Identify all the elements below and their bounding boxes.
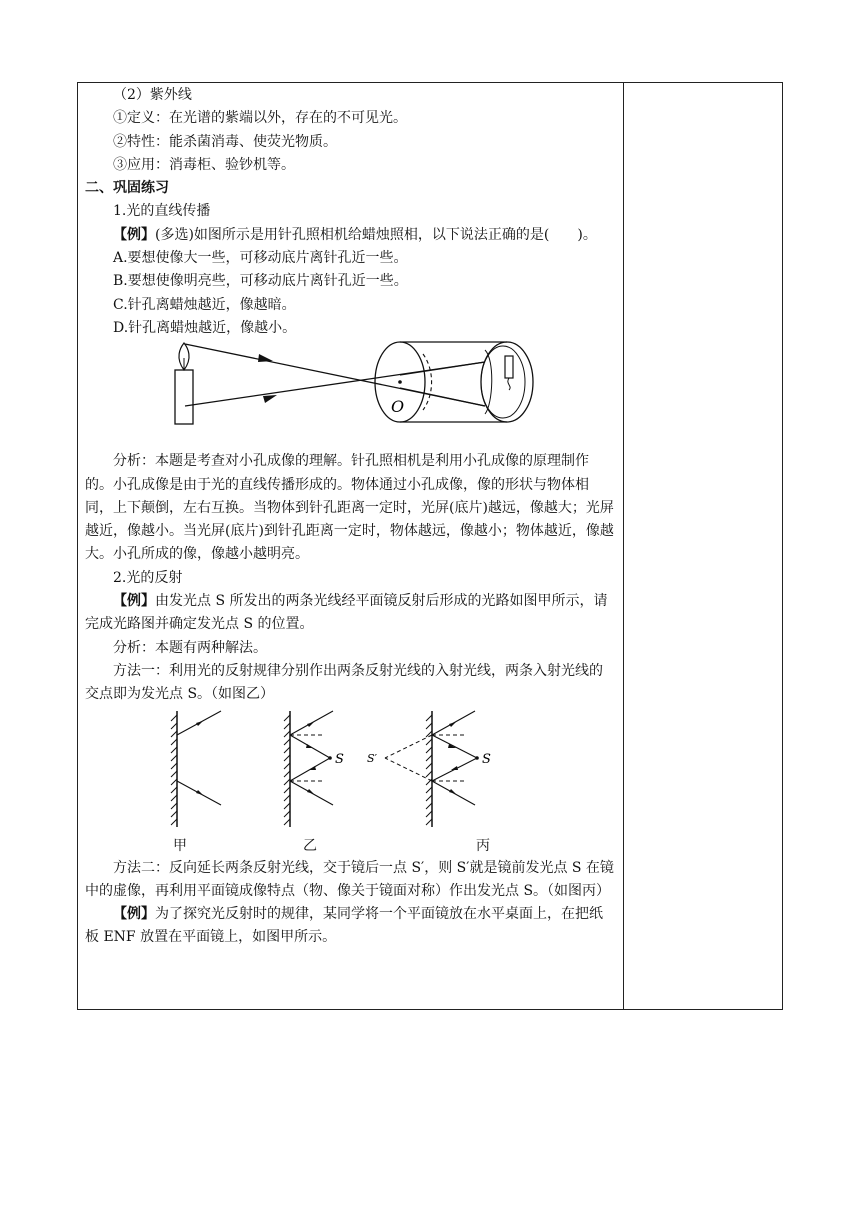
caption-bing: 丙 <box>476 837 490 854</box>
pinhole-label: O <box>391 397 405 417</box>
subsection-reflection: 2.光的反射 <box>113 569 183 586</box>
option-c: C.针孔离蜡烛越近，像越暗。 <box>113 296 296 313</box>
option-a: A.要想使像大一些，可移动底片离针孔近一些。 <box>113 250 408 267</box>
uv-trait: ②特性：能杀菌消毒、使荧光物质。 <box>113 133 337 150</box>
option-b: B.要想使像明亮些，可移动底片离针孔近一些。 <box>113 273 408 290</box>
point-s-label-2: S <box>482 751 491 767</box>
example-1 <box>85 224 615 247</box>
uv-definition: ①定义：在光谱的紫端以外，存在的不可见光。 <box>113 110 407 127</box>
caption-jia: 甲 <box>173 837 187 854</box>
point-s-prime-label: S′ <box>367 751 378 765</box>
example-1-text: (多选)如图所示是用针孔照相机给蜡烛照相，以下说法正确的是( )。 <box>155 226 597 243</box>
section-title: 二、巩固练习 <box>85 180 169 197</box>
uv-heading: （2）紫外线 <box>113 87 192 103</box>
example-3 <box>85 903 615 950</box>
option-d: D.针孔离蜡烛越近，像越小。 <box>113 319 297 336</box>
example-2 <box>85 590 615 637</box>
example-2-text: 由发光点 S 所发出的两条光线经平面镜反射后形成的光路如图甲所示，请完成光路图并确定发光点 S 的位置。 <box>85 593 608 633</box>
lesson-content <box>85 84 615 950</box>
example-tag: 【例】 <box>113 906 155 923</box>
table-column-divider <box>623 82 624 1010</box>
analysis-2: 分析：本题有两种解法。 <box>113 639 267 656</box>
subsection-straight-line: 1.光的直线传播 <box>113 203 211 220</box>
method-2: 方法二：反向延长两条反射光线，交于镜后一点 S′，则 S′就是镜前发光点 S 在镜中的虚像，再利用平面镜成像特点（物、像关于镜面对称）作出发光点 S。（如图丙） <box>85 859 614 899</box>
example-3-text: 为了探究光反射时的规律，某同学将一个平面镜放在水平桌面上，在把纸板 ENF 放置在平面镜上，如图甲所示。 <box>85 906 603 946</box>
method-1: 方法一：利用光的反射规律分别作出两条反射光线的入射光线，两条入射光线的交点即为发光点 S。（如图乙） <box>85 662 603 703</box>
analysis-1: 分析：本题是考查对小孔成像的理解。针孔照相机是利用小孔成像的原理制作的。小孔成像是由于光的直线传播形成的。物体通过小孔成像，像的形状与物体相同，上下颠倒，左右互换。当物体到针孔距离一定时，光屏(底片)越远，像越大；光屏越近，像越小。当光屏(底片)到针孔距离一定时，物体越远，像越小；物体越近，像越大。小孔所成的像，像越小越明亮。 <box>85 453 614 563</box>
pinhole-camera-figure <box>85 340 615 448</box>
example-tag: 【例】 <box>113 226 155 243</box>
caption-yi: 乙 <box>303 837 317 854</box>
point-s-label: S <box>335 751 344 767</box>
reflection-figures <box>85 707 615 833</box>
example-tag: 【例】 <box>113 593 155 610</box>
uv-application: ③应用：消毒柜、验钞机等。 <box>113 156 295 173</box>
figure-captions <box>85 833 615 857</box>
